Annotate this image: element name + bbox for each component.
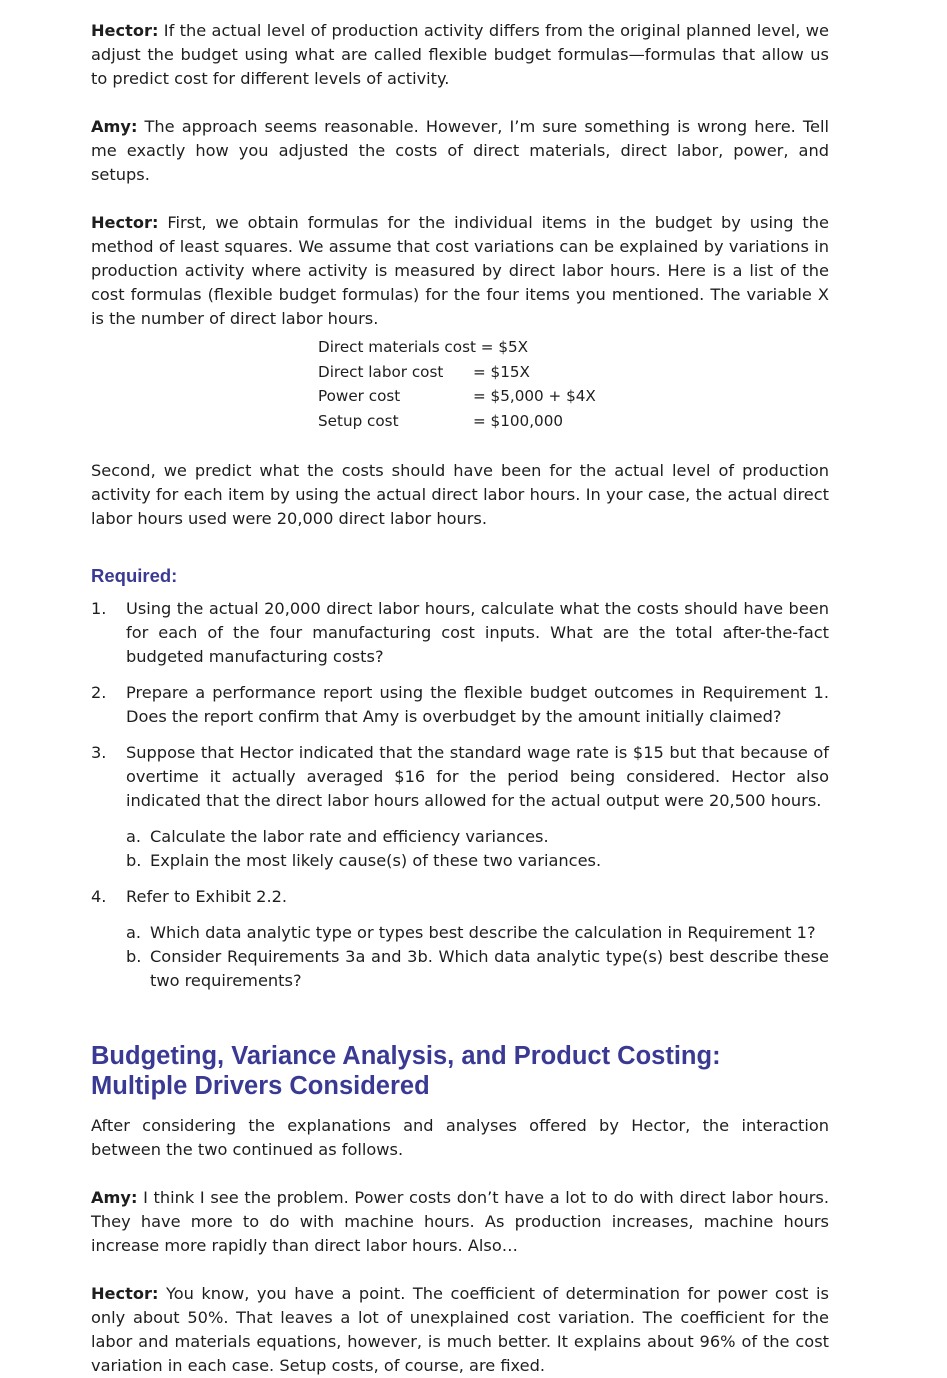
sub-letter: b.	[126, 947, 142, 966]
sub-requirement-item	[126, 825, 829, 849]
dialogue-amy-2	[91, 1186, 829, 1258]
sub-requirement-item	[126, 849, 829, 873]
cost-formulas	[318, 335, 829, 433]
requirements-list	[91, 597, 829, 993]
document-page	[91, 19, 829, 1378]
sub-requirement-item	[126, 921, 829, 945]
formula-row	[318, 384, 829, 409]
paragraph-second: Second, we predict what the costs should have been for the actual level of production activity for each item by using the actual direct labor hours. In your case, the actual direct labor hours used were 20,000 direct labor hours.	[91, 461, 829, 528]
sub-letter: b.	[126, 851, 142, 870]
requirement-text: Refer to Exhibit 2.2.	[126, 887, 288, 906]
formula-value: = $5X	[480, 338, 529, 356]
dialogue-text: If the actual level of production activity differs from the original planned level, we adjust the budget using what are called flexible budget formulas—formulas that allow us to predict cost for different levels of activity.	[91, 21, 829, 88]
dialogue-amy-1	[91, 115, 829, 187]
formula-label: Direct labor cost	[318, 362, 444, 381]
sub-text: Calculate the labor rate and efficiency variances.	[150, 827, 549, 846]
dialogue-text: The approach seems reasonable. However, I’m sure something is wrong here. Tell me exactly how you adjusted the costs of direct materials, direct labor, power, and setups.	[91, 117, 829, 184]
dialogue-text: You know, you have a point. The coefficient of determination for power cost is only about 50%. That leaves a lot of unexplained cost variation. The coefficient for the labor and materials equations, however, is much better. It explains about 96% of the cost variation in each case. Setup costs, of course, are fixed.	[91, 1284, 829, 1375]
speaker-name: Hector:	[91, 21, 159, 40]
requirement-number: 3.	[91, 743, 107, 762]
section-heading-line-1: Budgeting, Variance Analysis, and Product Costing:	[91, 1042, 721, 1070]
requirement-item	[91, 681, 829, 729]
dialogue-hector-1	[91, 19, 829, 91]
formula-label: Direct materials cost	[318, 338, 476, 356]
formula-row	[318, 360, 829, 385]
formula-row	[318, 409, 829, 434]
sub-text: Consider Requirements 3a and 3b. Which data analytic type(s) best describe these two requirements?	[150, 947, 829, 990]
formula-row	[318, 335, 829, 360]
dialogue-text: First, we obtain formulas for the individual items in the budget by using the method of least squares. We assume that cost variations can be explained by variations in production activity where activity is measured by direct labor hours. Here is a list of the cost formulas (flexible budget formulas) for the four items you mentioned. The variable X is the number of direct labor hours.	[91, 213, 829, 328]
sub-requirement-item	[126, 945, 829, 993]
dialogue-hector-2	[91, 211, 829, 331]
formula-label: Power cost	[318, 387, 401, 405]
speaker-name: Amy:	[91, 1188, 138, 1207]
section-heading-line-2: Multiple Drivers Considered	[91, 1072, 430, 1100]
formula-value: = $100,000	[473, 411, 564, 430]
requirement-item	[91, 741, 829, 873]
requirement-number: 2.	[91, 683, 107, 702]
dialogue-text: I think I see the problem. Power costs don’t have a lot to do with direct labor hours. They have more to do with machine hours. As production increases, machine hours increase more rapidly than direct labor hours. Also…	[91, 1188, 829, 1255]
dialogue-hector-3	[91, 1282, 829, 1378]
speaker-name: Hector:	[91, 213, 159, 232]
sub-letter: a.	[126, 827, 142, 846]
sub-text: Explain the most likely cause(s) of these two variances.	[150, 851, 602, 870]
sub-text: Which data analytic type or types best describe the calculation in Requirement 1?	[150, 923, 816, 942]
requirement-text: Using the actual 20,000 direct labor hours, calculate what the costs should have been for each of the four manufacturing cost inputs. What are the total after-the-fact budgeted manufacturing costs?	[126, 599, 829, 666]
requirement-text: Prepare a performance report using the flexible budget outcomes in Requirement 1. Does the report confirm that Amy is overbudget by the amount initially claimed?	[126, 683, 829, 726]
formula-label: Setup cost	[318, 411, 399, 430]
requirement-number: 4.	[91, 887, 107, 906]
paragraph-after: After considering the explanations and analyses offered by Hector, the interaction between the two continued as follows.	[91, 1116, 829, 1159]
requirement-text: Suppose that Hector indicated that the standard wage rate is $15 but that because of overtime it actually averaged $16 for the period being considered. Hector also indicated that the direct labor hours allowed for the actual output were 20,500 hours.	[126, 743, 829, 810]
speaker-name: Amy:	[91, 117, 138, 136]
sub-requirements	[126, 921, 829, 993]
requirement-item	[91, 597, 829, 669]
required-heading: Required:	[91, 565, 178, 586]
sub-letter: a.	[126, 923, 142, 942]
formula-value: = $5,000 + $4X	[473, 387, 596, 405]
section-heading	[91, 1041, 829, 1101]
sub-requirements	[126, 825, 829, 873]
requirement-number: 1.	[91, 599, 107, 618]
requirement-item	[91, 885, 829, 993]
speaker-name: Hector:	[91, 1284, 159, 1303]
formula-value: = $15X	[473, 362, 530, 381]
